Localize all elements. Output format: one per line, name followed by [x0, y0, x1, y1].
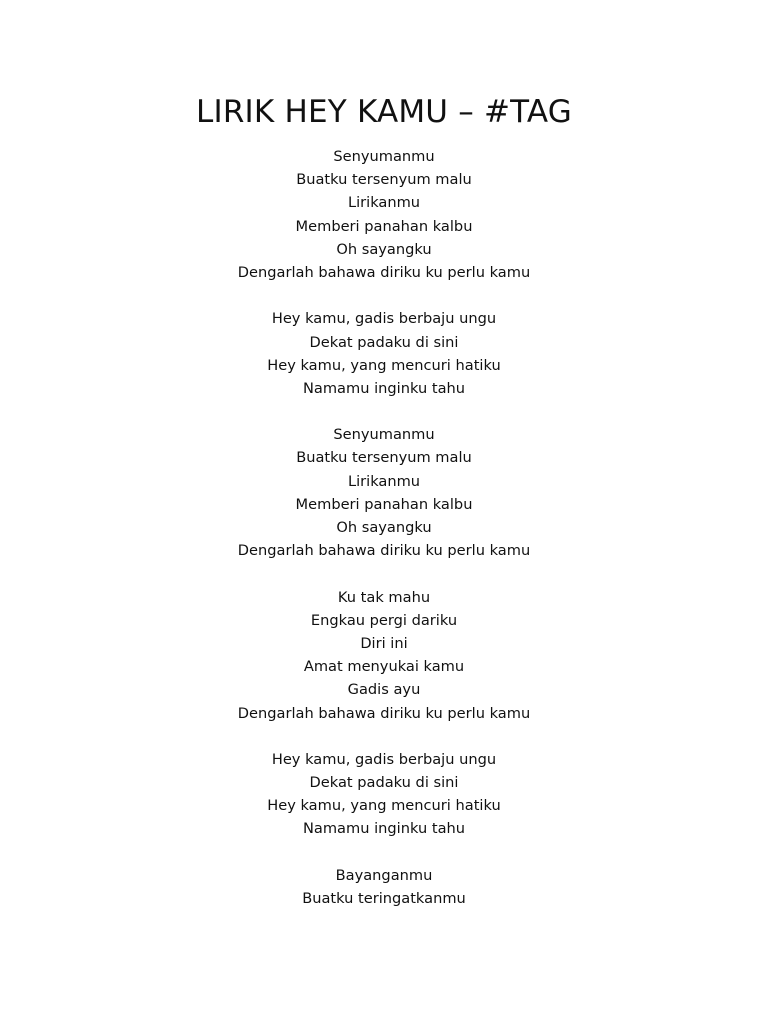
- lyrics-stanza: [0, 423, 768, 562]
- lyric-line: Namamu inginku tahu: [302, 379, 466, 397]
- lyric-line: Amat menyukai kamu: [303, 658, 465, 676]
- lyric-line: Engkau pergi dariku: [310, 611, 458, 629]
- lyric-line: Hey kamu, gadis berbaju ungu: [271, 750, 497, 768]
- lyrics-stanza: [0, 586, 768, 725]
- page-title: LIRIK HEY KAMU – #TAG: [196, 94, 572, 130]
- lyric-line: Buatku tersenyum malu: [296, 449, 472, 467]
- lyric-line: Lirikanmu: [347, 194, 421, 212]
- lyric-line: Senyumanmu: [333, 426, 435, 444]
- lyric-line: Lirikanmu: [347, 472, 421, 490]
- lyric-line: Oh sayangku: [336, 519, 432, 536]
- lyric-line: Hey kamu, gadis berbaju ungu: [271, 310, 497, 328]
- lyric-line: Dengarlah bahawa diriku ku perlu kamu: [237, 263, 531, 281]
- lyric-line: Gadis ayu: [347, 681, 421, 699]
- lyrics-stanza: [0, 145, 768, 284]
- lyric-line: Memberi panahan kalbu: [295, 217, 473, 235]
- lyric-line: Oh sayangku: [336, 240, 432, 258]
- lyric-line: Hey kamu, yang mencuri hatiku: [267, 797, 501, 815]
- lyric-line: Buatku teringatkanmu: [302, 890, 466, 907]
- lyrics-stanza: [0, 748, 768, 841]
- lyric-line: Ku tak mahu: [337, 588, 431, 606]
- lyric-line: Dengarlah bahawa diriku ku perlu kamu: [237, 542, 531, 560]
- lyric-line: Bayanganmu: [335, 866, 433, 884]
- lyrics-stanza: [0, 864, 768, 910]
- lyric-line: Dekat padaku di sini: [309, 774, 459, 792]
- lyric-line: Buatku tersenyum malu: [296, 171, 472, 189]
- lyric-line: Diri ini: [360, 634, 408, 652]
- lyric-line: Namamu inginku tahu: [302, 820, 466, 838]
- lyric-line: Dengarlah bahawa diriku ku perlu kamu: [237, 704, 531, 722]
- lyrics-body: [0, 145, 768, 933]
- lyrics-stanza: [0, 307, 768, 400]
- lyric-line: Hey kamu, yang mencuri hatiku: [267, 356, 501, 374]
- lyric-line: Dekat padaku di sini: [309, 333, 459, 351]
- lyric-line: Memberi panahan kalbu: [295, 495, 473, 513]
- lyric-line: Senyumanmu: [333, 148, 435, 165]
